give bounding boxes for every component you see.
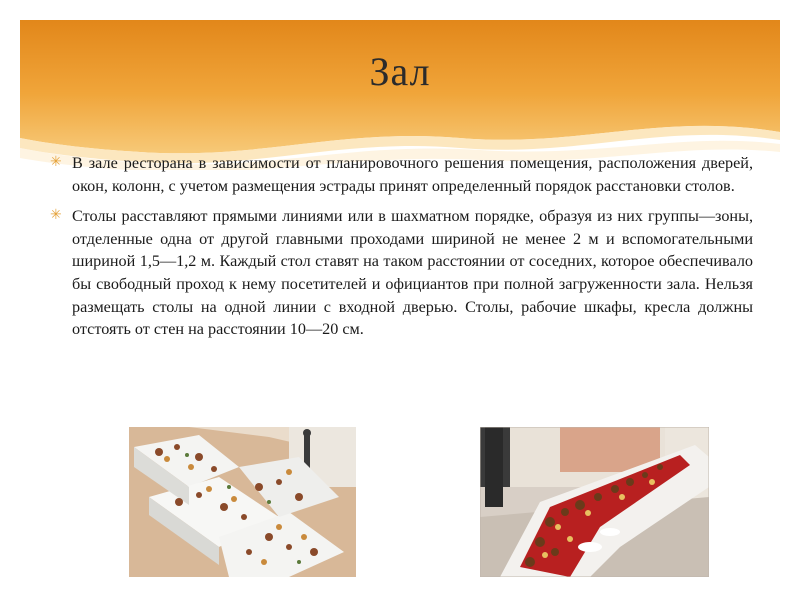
bullet-star-icon: ✳	[50, 208, 62, 224]
banquet-tables-photo	[129, 427, 356, 577]
paragraph-1-text: В зале ресторана в зависимости от планировочного решения помещения, расположения дверей, окон, колонн, с учетом размещения эстрады принят определенный порядок расстановки столов.	[72, 154, 753, 195]
bullet-star-icon: ✳	[50, 155, 62, 170]
banner-background	[20, 20, 780, 170]
bullet-paragraph-2	[50, 205, 753, 341]
bullet-paragraph-1	[50, 152, 753, 197]
buffet-table-photo	[480, 427, 709, 577]
slide-content	[50, 152, 753, 349]
title-banner	[20, 20, 780, 170]
slide-title: Зал	[369, 49, 431, 94]
paragraph-2-text: Столы расставляют прямыми линиями или в шахматном порядке, образуя из них группы—зоны, отделенные одна от другой главными проходами шириной не менее 2 м и вспомогательными шириной 1,5—1,2 м. Каждый стол ставят на таком расстоянии от соседних, которое обеспечивало бы свободный проход к нему посетителей и официантов при полной загруженности зала. Нельзя размещать столы на одной линии с входной дверью. Столы, рабочие шкафы, кресла должны отстоять от стен на расстоянии 10—20 см.	[72, 207, 753, 339]
